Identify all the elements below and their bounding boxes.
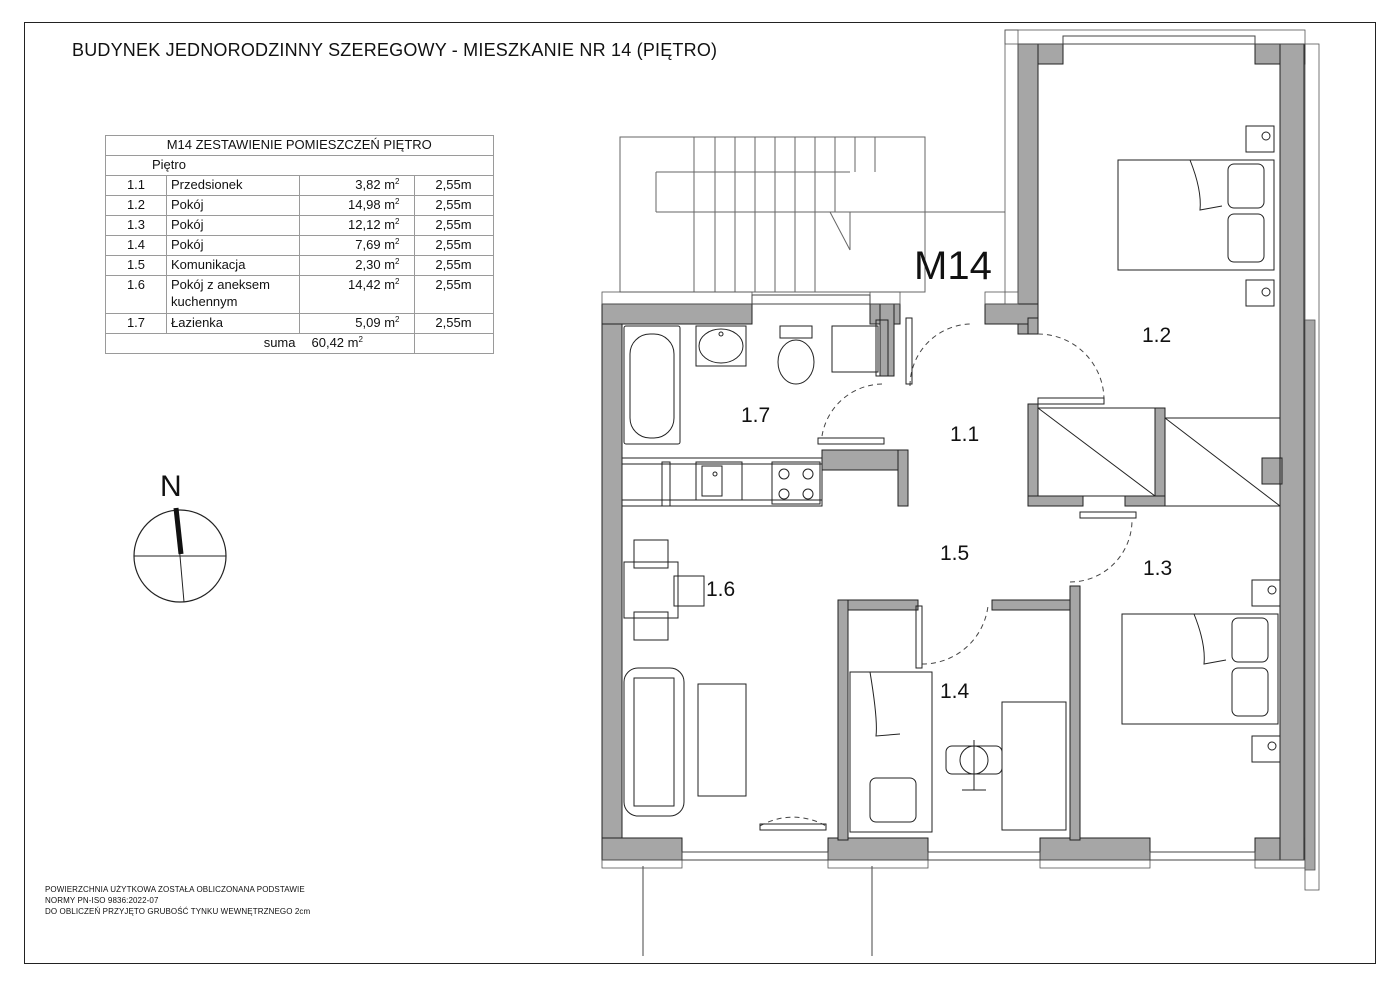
room-height: 2,55m xyxy=(414,256,493,276)
room-label-1-7: 1.7 xyxy=(741,404,771,427)
room-height: 2,55m xyxy=(414,314,493,334)
room-area: 5,09 $m^2$ xyxy=(300,314,415,334)
room-area: 3,82 $m^2$ xyxy=(300,176,415,196)
room-number: 1.5 xyxy=(106,256,167,276)
sum-label: suma xyxy=(167,334,300,354)
room-area: 14,42 $m^2$ xyxy=(300,276,415,314)
room-number: 1.7 xyxy=(106,314,167,334)
north-arrow xyxy=(134,508,226,602)
kitchen-counter xyxy=(622,458,822,506)
table-subheading: Piętro xyxy=(106,156,494,176)
room-name: Pokój z aneksem kuchennym xyxy=(167,276,300,314)
footnote xyxy=(45,884,310,917)
room-label-1-3: 1.3 xyxy=(1143,557,1173,580)
room-height: 2,55m xyxy=(414,176,493,196)
room-height: 2,55m xyxy=(414,196,493,216)
room-label-1-5: 1.5 xyxy=(940,542,970,565)
room-name: Pokój xyxy=(167,236,300,256)
room-area: 12,12 $m^2$ xyxy=(300,216,415,236)
room-label-1-2: 1.2 xyxy=(1142,324,1172,347)
walls xyxy=(602,44,1305,860)
room-name: Pokój xyxy=(167,216,300,236)
room-area: 2,30 $m^2$ xyxy=(300,256,415,276)
apartment-code: M14 xyxy=(914,244,992,288)
room-name: Łazienka xyxy=(167,314,300,334)
footnote-line: NORMY PN-ISO 9836:2022-07 xyxy=(45,896,159,905)
room-label-1-1: 1.1 xyxy=(950,423,980,446)
room-area: 14,98 $m^2$ xyxy=(300,196,415,216)
room-name: Przedsionek xyxy=(167,176,300,196)
bed-furniture xyxy=(850,126,1280,832)
room-number: 1.2 xyxy=(106,196,167,216)
room-height: 2,55m xyxy=(414,236,493,256)
room-number: 1.3 xyxy=(106,216,167,236)
table-heading: M14 ZESTAWIENIE POMIESZCZEŃ PIĘTRO xyxy=(106,136,494,156)
room-number: 1.6 xyxy=(106,276,167,314)
footnote-line: POWIERZCHNIA UŻYTKOWA ZOSTAŁA OBLICZONANA PODSTAWIE xyxy=(45,885,305,894)
sum-area: 60,42 $m^2$ xyxy=(300,334,415,354)
room-number: 1.4 xyxy=(106,236,167,256)
room-name: Komunikacja xyxy=(167,256,300,276)
room-name: Pokój xyxy=(167,196,300,216)
north-label: N xyxy=(160,470,182,503)
room-number: 1.1 xyxy=(106,176,167,196)
balcony xyxy=(643,866,872,956)
footnote-line: DO OBLICZEŃ PRZYJĘTO GRUBOŚĆ TYNKU WEWNĘTRZNEGO 2cm xyxy=(45,907,311,916)
room-height: 2,55m xyxy=(414,276,493,314)
room-label-1-6: 1.6 xyxy=(706,578,736,601)
room-area: 7,69 $m^2$ xyxy=(300,236,415,256)
room-label-1-4: 1.4 xyxy=(940,680,970,703)
drawing-title: BUDYNEK JEDNORODZINNY SZEREGOWY - MIESZKANIE NR 14 (PIĘTRO) xyxy=(72,40,718,60)
room-height: 2,55m xyxy=(414,216,493,236)
